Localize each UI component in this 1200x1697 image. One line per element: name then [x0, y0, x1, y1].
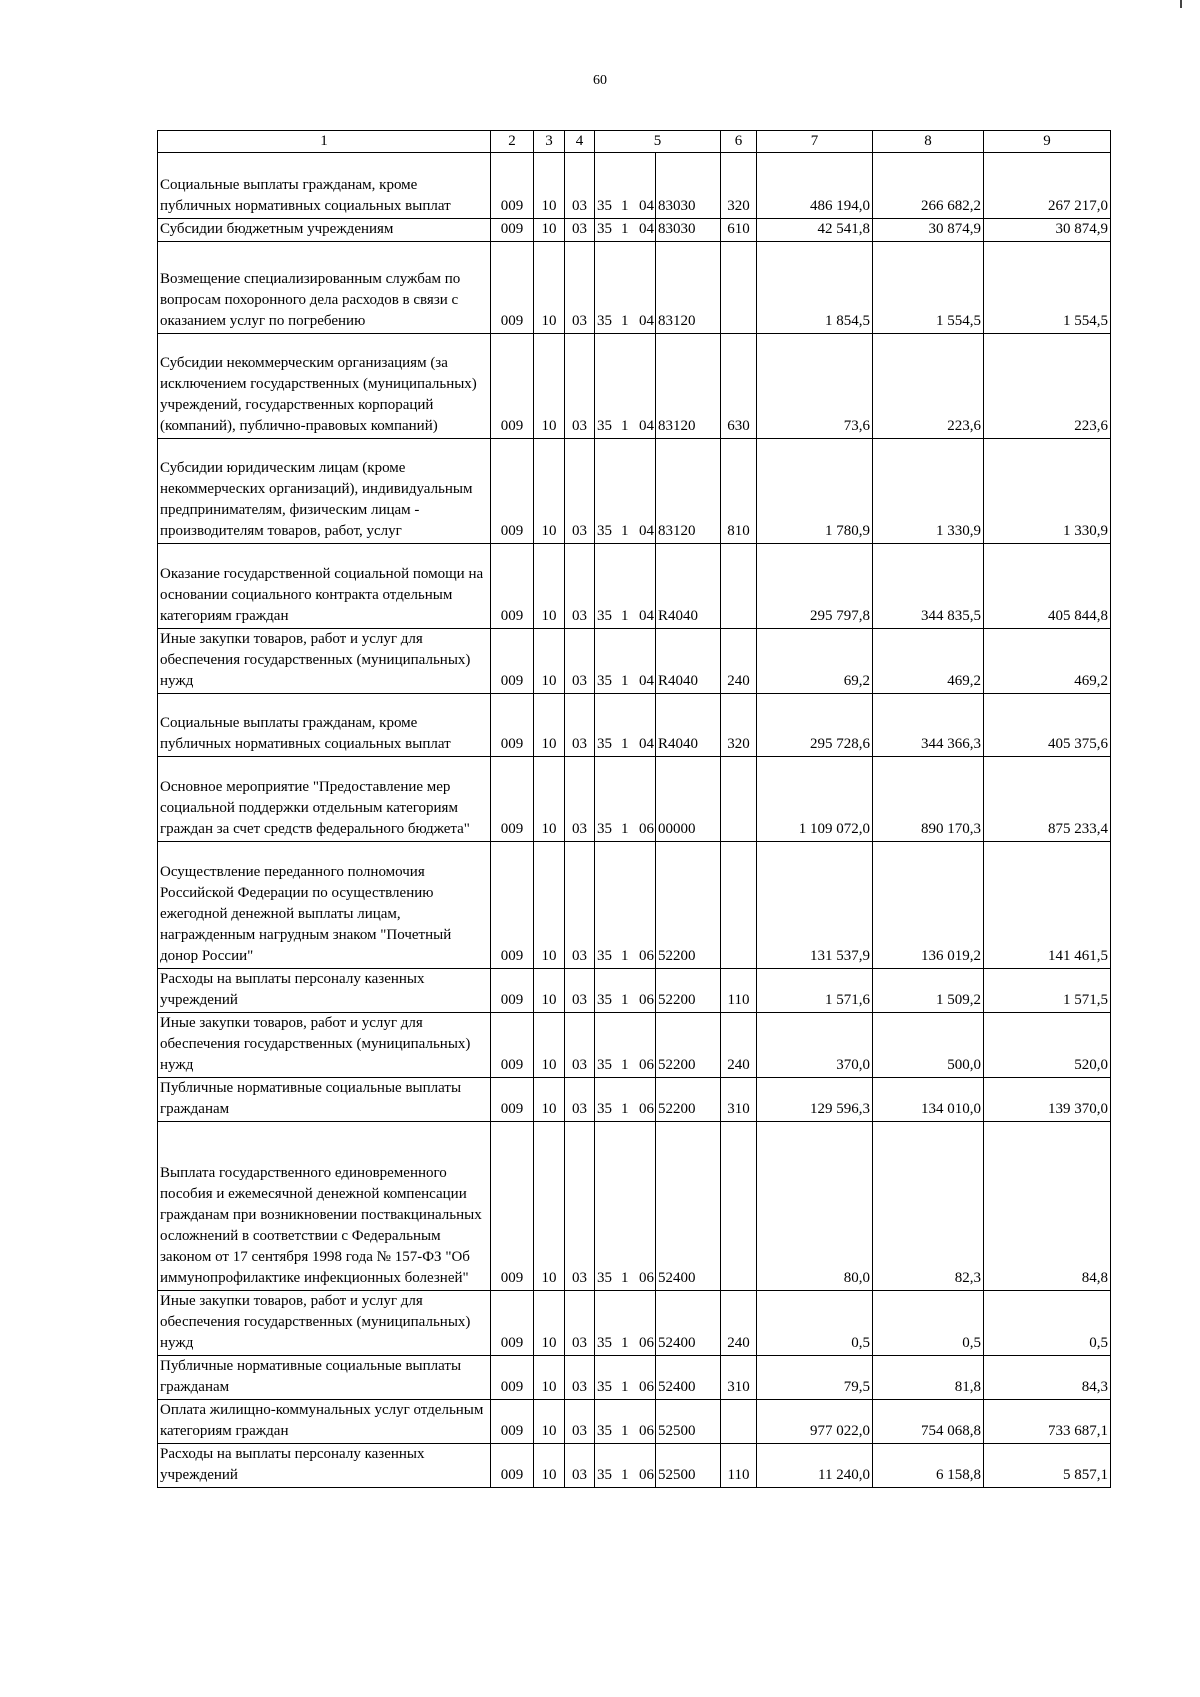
table-row	[158, 757, 1111, 842]
row-subsection: 03	[565, 1356, 595, 1400]
row-subsection: 03	[565, 1078, 595, 1122]
direction-code: 52400	[658, 1270, 696, 1286]
row-subsection: 03	[565, 334, 595, 439]
row-amount-col8: 81,8	[873, 1356, 984, 1400]
program-code-part: 35	[597, 992, 612, 1008]
row-expense-type: 310	[721, 1078, 757, 1122]
table-row	[158, 439, 1111, 544]
row-name: Субсидии юридическим лицам (кроме некоммерческих организаций), индивидуальным предпринимателям, физическим лицам - производителям товаров, работ, услуг	[158, 439, 491, 544]
row-ministry-code: 009	[491, 219, 534, 242]
program-code-part: 35	[597, 608, 612, 624]
program-code-part: 06	[639, 1379, 654, 1395]
row-amount-col7: 486 194,0	[757, 153, 873, 219]
program-code-part: 35	[597, 198, 612, 214]
row-amount-col9: 5 857,1	[984, 1444, 1111, 1488]
table-row	[158, 969, 1111, 1013]
program-code-part: 1	[621, 198, 629, 214]
direction-code: 52400	[658, 1379, 696, 1395]
row-amount-col8: 469,2	[873, 629, 984, 694]
budget-table	[157, 130, 1111, 1488]
row-direction-code	[656, 1078, 721, 1122]
program-code-part: 1	[621, 523, 629, 539]
row-amount-col9: 469,2	[984, 629, 1111, 694]
row-amount-col9: 733 687,1	[984, 1400, 1111, 1444]
row-ministry-code: 009	[491, 153, 534, 219]
row-ministry-code: 009	[491, 1444, 534, 1488]
row-program-code	[595, 439, 656, 544]
row-expense-type: 110	[721, 1444, 757, 1488]
row-ministry-code: 009	[491, 1400, 534, 1444]
program-code-part: 1	[621, 313, 629, 329]
direction-code: 00000	[658, 821, 696, 837]
row-subsection: 03	[565, 439, 595, 544]
row-direction-code	[656, 1444, 721, 1488]
row-amount-col7: 79,5	[757, 1356, 873, 1400]
table-row	[158, 544, 1111, 629]
row-direction-code	[656, 969, 721, 1013]
program-code-part: 06	[639, 1057, 654, 1073]
program-code-part: 04	[639, 673, 654, 689]
header-col-4: 4	[565, 131, 595, 153]
program-code-part: 35	[597, 1423, 612, 1439]
row-ministry-code: 009	[491, 629, 534, 694]
direction-code: R4040	[658, 673, 699, 689]
row-amount-col9: 405 844,8	[984, 544, 1111, 629]
row-name: Осуществление переданного полномочия Российской Федерации по осуществлению ежегодной денежной выплаты лицам, награжденным нагрудным знаком "Почетный донор России"	[158, 842, 491, 969]
row-subsection: 03	[565, 757, 595, 842]
program-code-part: 1	[621, 221, 629, 237]
row-amount-col8: 6 158,8	[873, 1444, 984, 1488]
row-amount-col9: 0,5	[984, 1291, 1111, 1356]
row-ministry-code: 009	[491, 1291, 534, 1356]
row-expense-type	[721, 1400, 757, 1444]
row-expense-type: 630	[721, 334, 757, 439]
table-row	[158, 242, 1111, 334]
row-subsection: 03	[565, 1400, 595, 1444]
row-direction-code	[656, 153, 721, 219]
row-expense-type	[721, 544, 757, 629]
row-name: Иные закупки товаров, работ и услуг для обеспечения государственных (муниципальных) нужд	[158, 1291, 491, 1356]
row-program-code	[595, 544, 656, 629]
row-subsection: 03	[565, 153, 595, 219]
row-name: Публичные нормативные социальные выплаты гражданам	[158, 1356, 491, 1400]
row-program-code	[595, 1078, 656, 1122]
program-code-part: 06	[639, 992, 654, 1008]
row-name: Субсидии некоммерческим организациям (за исключением государственных (муниципальных) учреждений, государственных корпораций (компаний), публично-правовых компаний)	[158, 334, 491, 439]
program-code-part: 35	[597, 1379, 612, 1395]
program-code-part: 06	[639, 821, 654, 837]
program-code-part: 1	[621, 1057, 629, 1073]
program-code-part: 04	[639, 221, 654, 237]
direction-code: 83120	[658, 313, 696, 329]
row-subsection: 03	[565, 1013, 595, 1078]
row-amount-col8: 136 019,2	[873, 842, 984, 969]
row-amount-col7: 1 780,9	[757, 439, 873, 544]
row-amount-col8: 266 682,2	[873, 153, 984, 219]
row-subsection: 03	[565, 629, 595, 694]
row-program-code	[595, 1013, 656, 1078]
direction-code: R4040	[658, 736, 699, 752]
header-col-1: 1	[158, 131, 491, 153]
table-row	[158, 153, 1111, 219]
program-code-part: 1	[621, 821, 629, 837]
direction-code: 83030	[658, 198, 696, 214]
row-section: 10	[534, 694, 565, 757]
row-expense-type: 610	[721, 219, 757, 242]
row-section: 10	[534, 334, 565, 439]
row-amount-col8: 0,5	[873, 1291, 984, 1356]
program-code-part: 1	[621, 608, 629, 624]
row-direction-code	[656, 439, 721, 544]
row-subsection: 03	[565, 1122, 595, 1291]
row-amount-col8: 754 068,8	[873, 1400, 984, 1444]
table-header	[158, 131, 1111, 153]
program-code-part: 1	[621, 1379, 629, 1395]
row-amount-col7: 370,0	[757, 1013, 873, 1078]
row-amount-col9: 84,8	[984, 1122, 1111, 1291]
row-amount-col8: 1 330,9	[873, 439, 984, 544]
program-code-part: 1	[621, 948, 629, 964]
row-program-code	[595, 1291, 656, 1356]
row-direction-code	[656, 1356, 721, 1400]
row-amount-col8: 223,6	[873, 334, 984, 439]
program-code-part: 06	[639, 1423, 654, 1439]
row-subsection: 03	[565, 1444, 595, 1488]
row-subsection: 03	[565, 219, 595, 242]
row-expense-type: 810	[721, 439, 757, 544]
row-amount-col8: 82,3	[873, 1122, 984, 1291]
row-ministry-code: 009	[491, 334, 534, 439]
program-code-part: 04	[639, 313, 654, 329]
row-amount-col9: 405 375,6	[984, 694, 1111, 757]
program-code-part: 35	[597, 1101, 612, 1117]
row-ministry-code: 009	[491, 1122, 534, 1291]
row-program-code	[595, 1356, 656, 1400]
row-program-code	[595, 969, 656, 1013]
row-expense-type	[721, 1122, 757, 1291]
header-col-3: 3	[534, 131, 565, 153]
direction-code: 83030	[658, 221, 696, 237]
header-col-7: 7	[757, 131, 873, 153]
row-expense-type	[721, 242, 757, 334]
row-amount-col8: 134 010,0	[873, 1078, 984, 1122]
row-section: 10	[534, 544, 565, 629]
program-code-part: 04	[639, 736, 654, 752]
table-row	[158, 694, 1111, 757]
row-direction-code	[656, 694, 721, 757]
direction-code: 52200	[658, 1057, 696, 1073]
scan-edge-mark	[1180, 0, 1182, 8]
row-subsection: 03	[565, 842, 595, 969]
row-section: 10	[534, 219, 565, 242]
header-col-9: 9	[984, 131, 1111, 153]
direction-code: 52500	[658, 1467, 696, 1483]
row-name: Оплата жилищно-коммунальных услуг отдельным категориям граждан	[158, 1400, 491, 1444]
row-direction-code	[656, 1122, 721, 1291]
row-section: 10	[534, 1122, 565, 1291]
row-amount-col8: 344 835,5	[873, 544, 984, 629]
row-amount-col7: 1 854,5	[757, 242, 873, 334]
row-amount-col8: 344 366,3	[873, 694, 984, 757]
row-program-code	[595, 153, 656, 219]
row-program-code	[595, 757, 656, 842]
row-subsection: 03	[565, 1291, 595, 1356]
row-section: 10	[534, 1356, 565, 1400]
row-ministry-code: 009	[491, 694, 534, 757]
row-amount-col9: 520,0	[984, 1013, 1111, 1078]
header-col-2: 2	[491, 131, 534, 153]
row-direction-code	[656, 544, 721, 629]
row-direction-code	[656, 1400, 721, 1444]
row-ministry-code: 009	[491, 1078, 534, 1122]
row-amount-col9: 30 874,9	[984, 219, 1111, 242]
row-amount-col9: 223,6	[984, 334, 1111, 439]
row-section: 10	[534, 757, 565, 842]
row-ministry-code: 009	[491, 1013, 534, 1078]
program-code-part: 06	[639, 1101, 654, 1117]
row-program-code	[595, 1444, 656, 1488]
table-body	[158, 153, 1111, 1488]
row-name: Социальные выплаты гражданам, кроме публичных нормативных социальных выплат	[158, 694, 491, 757]
row-section: 10	[534, 842, 565, 969]
direction-code: 52400	[658, 1335, 696, 1351]
row-amount-col7: 1 109 072,0	[757, 757, 873, 842]
row-amount-col9: 267 217,0	[984, 153, 1111, 219]
row-direction-code	[656, 757, 721, 842]
program-code-part: 35	[597, 673, 612, 689]
row-amount-col9: 141 461,5	[984, 842, 1111, 969]
program-code-part: 35	[597, 1467, 612, 1483]
row-name: Выплата государственного единовременного пособия и ежемесячной денежной компенсации гражданам при возникновении поствакцинальных осложнений в соответствии с Федеральным законом от 17 сентября 1998 года № 157-ФЗ "Об иммунопрофилактике инфекционных болезней"	[158, 1122, 491, 1291]
program-code-part: 06	[639, 1270, 654, 1286]
program-code-part: 06	[639, 948, 654, 964]
table-row	[158, 1013, 1111, 1078]
program-code-part: 1	[621, 1467, 629, 1483]
row-name: Расходы на выплаты персоналу казенных учреждений	[158, 969, 491, 1013]
row-direction-code	[656, 1013, 721, 1078]
row-expense-type: 240	[721, 629, 757, 694]
row-section: 10	[534, 439, 565, 544]
row-amount-col7: 11 240,0	[757, 1444, 873, 1488]
row-direction-code	[656, 1291, 721, 1356]
row-amount-col7: 69,2	[757, 629, 873, 694]
row-amount-col9: 875 233,4	[984, 757, 1111, 842]
row-amount-col9: 84,3	[984, 1356, 1111, 1400]
row-ministry-code: 009	[491, 1356, 534, 1400]
row-name: Иные закупки товаров, работ и услуг для обеспечения государственных (муниципальных) нужд	[158, 1013, 491, 1078]
row-name: Субсидии бюджетным учреждениям	[158, 219, 491, 242]
row-program-code	[595, 1122, 656, 1291]
row-amount-col7: 42 541,8	[757, 219, 873, 242]
row-program-code	[595, 842, 656, 969]
program-code-part: 35	[597, 1335, 612, 1351]
table-row	[158, 1400, 1111, 1444]
row-direction-code	[656, 334, 721, 439]
header-col-8: 8	[873, 131, 984, 153]
table-row	[158, 219, 1111, 242]
row-section: 10	[534, 1444, 565, 1488]
row-expense-type	[721, 757, 757, 842]
row-name: Публичные нормативные социальные выплаты гражданам	[158, 1078, 491, 1122]
program-code-part: 04	[639, 198, 654, 214]
table-row	[158, 1122, 1111, 1291]
table-row	[158, 334, 1111, 439]
row-expense-type: 320	[721, 694, 757, 757]
row-ministry-code: 009	[491, 439, 534, 544]
row-subsection: 03	[565, 694, 595, 757]
row-name: Возмещение специализированным службам по вопросам похоронного дела расходов в связи с оказанием услуг по погребению	[158, 242, 491, 334]
row-amount-col7: 0,5	[757, 1291, 873, 1356]
row-expense-type: 110	[721, 969, 757, 1013]
row-name: Расходы на выплаты персоналу казенных учреждений	[158, 1444, 491, 1488]
row-direction-code	[656, 242, 721, 334]
table-row	[158, 629, 1111, 694]
row-amount-col7: 131 537,9	[757, 842, 873, 969]
row-section: 10	[534, 629, 565, 694]
row-name: Иные закупки товаров, работ и услуг для обеспечения государственных (муниципальных) нужд	[158, 629, 491, 694]
program-code-part: 35	[597, 418, 612, 434]
row-amount-col9: 1 330,9	[984, 439, 1111, 544]
direction-code: 83120	[658, 523, 696, 539]
row-program-code	[595, 629, 656, 694]
table-row	[158, 842, 1111, 969]
program-code-part: 04	[639, 418, 654, 434]
row-program-code	[595, 334, 656, 439]
row-section: 10	[534, 1400, 565, 1444]
program-code-part: 1	[621, 992, 629, 1008]
program-code-part: 1	[621, 1101, 629, 1117]
program-code-part: 1	[621, 1335, 629, 1351]
row-program-code	[595, 1400, 656, 1444]
row-ministry-code: 009	[491, 969, 534, 1013]
program-code-part: 04	[639, 608, 654, 624]
program-code-part: 06	[639, 1467, 654, 1483]
direction-code: 52200	[658, 1101, 696, 1117]
direction-code: 52200	[658, 948, 696, 964]
row-expense-type: 320	[721, 153, 757, 219]
row-section: 10	[534, 242, 565, 334]
program-code-part: 35	[597, 1270, 612, 1286]
row-subsection: 03	[565, 544, 595, 629]
row-section: 10	[534, 969, 565, 1013]
row-amount-col8: 30 874,9	[873, 219, 984, 242]
program-code-part: 1	[621, 673, 629, 689]
row-expense-type: 310	[721, 1356, 757, 1400]
row-ministry-code: 009	[491, 757, 534, 842]
row-amount-col9: 1 554,5	[984, 242, 1111, 334]
row-ministry-code: 009	[491, 242, 534, 334]
row-amount-col8: 1 509,2	[873, 969, 984, 1013]
program-code-part: 06	[639, 1335, 654, 1351]
row-amount-col8: 500,0	[873, 1013, 984, 1078]
header-row	[158, 131, 1111, 153]
row-amount-col7: 129 596,3	[757, 1078, 873, 1122]
row-amount-col7: 295 728,6	[757, 694, 873, 757]
program-code-part: 35	[597, 821, 612, 837]
direction-code: 52200	[658, 992, 696, 1008]
table-row	[158, 1444, 1111, 1488]
header-col-5: 5	[595, 131, 721, 153]
row-expense-type	[721, 842, 757, 969]
row-direction-code	[656, 219, 721, 242]
program-code-part: 04	[639, 523, 654, 539]
row-expense-type: 240	[721, 1013, 757, 1078]
header-col-6: 6	[721, 131, 757, 153]
row-section: 10	[534, 1078, 565, 1122]
program-code-part: 35	[597, 221, 612, 237]
row-section: 10	[534, 1013, 565, 1078]
row-amount-col9: 1 571,5	[984, 969, 1111, 1013]
page-number: 60	[593, 73, 607, 88]
program-code-part: 35	[597, 523, 612, 539]
row-amount-col8: 890 170,3	[873, 757, 984, 842]
row-section: 10	[534, 153, 565, 219]
row-ministry-code: 009	[491, 842, 534, 969]
row-name: Оказание государственной социальной помощи на основании социального контракта отдельным категориям граждан	[158, 544, 491, 629]
row-direction-code	[656, 842, 721, 969]
row-amount-col9: 139 370,0	[984, 1078, 1111, 1122]
table-row	[158, 1078, 1111, 1122]
row-amount-col7: 73,6	[757, 334, 873, 439]
program-code-part: 1	[621, 1423, 629, 1439]
direction-code: 52500	[658, 1423, 696, 1439]
row-program-code	[595, 694, 656, 757]
program-code-part: 35	[597, 1057, 612, 1073]
row-ministry-code: 009	[491, 544, 534, 629]
row-amount-col7: 295 797,8	[757, 544, 873, 629]
table-row	[158, 1291, 1111, 1356]
row-amount-col7: 1 571,6	[757, 969, 873, 1013]
row-subsection: 03	[565, 242, 595, 334]
program-code-part: 1	[621, 1270, 629, 1286]
row-name: Основное мероприятие "Предоставление мер социальной поддержки отдельным категориям граждан за счет средств федерального бюджета"	[158, 757, 491, 842]
row-direction-code	[656, 629, 721, 694]
program-code-part: 35	[597, 313, 612, 329]
program-code-part: 35	[597, 736, 612, 752]
row-section: 10	[534, 1291, 565, 1356]
row-name: Социальные выплаты гражданам, кроме публичных нормативных социальных выплат	[158, 153, 491, 219]
row-subsection: 03	[565, 969, 595, 1013]
row-amount-col8: 1 554,5	[873, 242, 984, 334]
direction-code: R4040	[658, 608, 699, 624]
row-amount-col7: 977 022,0	[757, 1400, 873, 1444]
row-program-code	[595, 219, 656, 242]
row-amount-col7: 80,0	[757, 1122, 873, 1291]
row-program-code	[595, 242, 656, 334]
row-expense-type: 240	[721, 1291, 757, 1356]
program-code-part: 1	[621, 736, 629, 752]
table-row	[158, 1356, 1111, 1400]
program-code-part: 35	[597, 948, 612, 964]
direction-code: 83120	[658, 418, 696, 434]
program-code-part: 1	[621, 418, 629, 434]
